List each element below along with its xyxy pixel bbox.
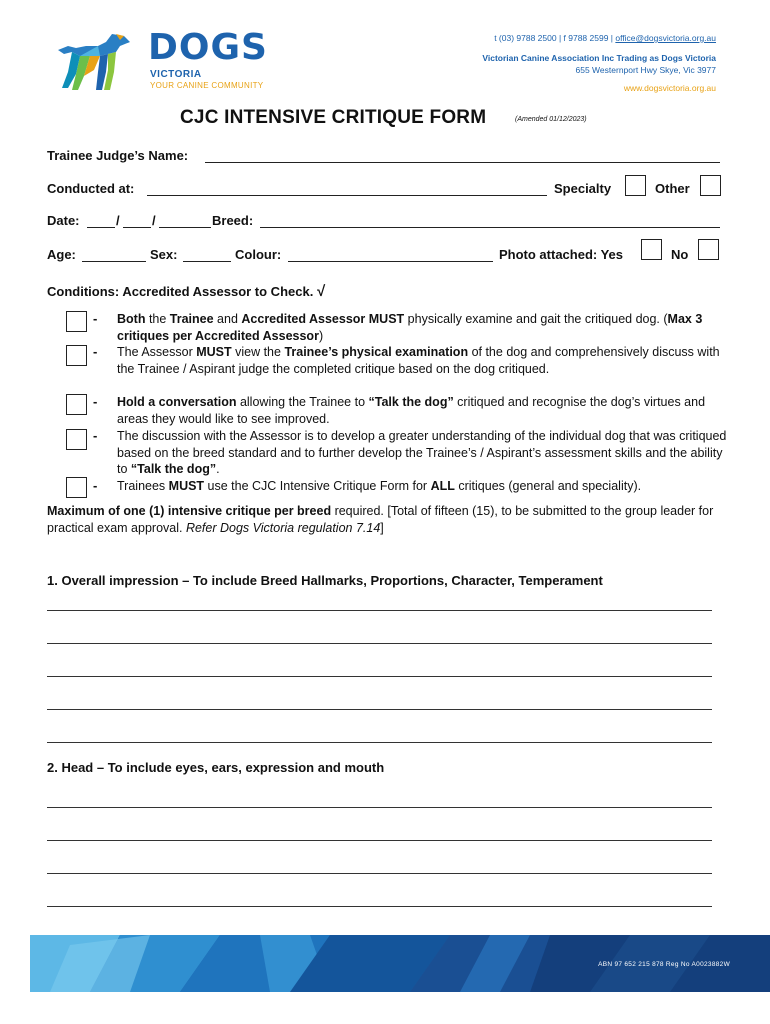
section-1-write-line[interactable] [47, 676, 712, 677]
condition-checkbox-1[interactable] [66, 311, 87, 332]
date-year-field[interactable] [159, 227, 211, 228]
sex-field[interactable] [183, 261, 231, 262]
condition-checkbox-2[interactable] [66, 345, 87, 366]
colour-label: Colour: [235, 247, 282, 262]
bullet-dash: - [93, 478, 98, 493]
judge-name-label: Trainee Judge’s Name: [47, 148, 189, 163]
bullet-dash: - [93, 344, 98, 359]
section-1-heading: 1. Overall impression – To include Breed Hallmarks, Proportions, Character, Temperament [47, 573, 603, 588]
phone-fax-text: t (03) 9788 2500 | f 9788 2599 | [494, 33, 613, 43]
specialty-checkbox[interactable] [625, 175, 646, 196]
other-label: Other [655, 181, 690, 196]
date-separator: / [116, 213, 120, 228]
conditions-heading [47, 283, 325, 300]
photo-no-checkbox[interactable] [698, 239, 719, 260]
condition-checkbox-5[interactable] [66, 477, 87, 498]
org-address: 655 Westernport Hwy Skye, Vic 3977 [575, 65, 716, 75]
specialty-label: Specialty [554, 181, 612, 196]
form-title: CJC INTENSIVE CRITIQUE FORM [180, 107, 487, 128]
email-link[interactable]: office@dogsvictoria.org.au [615, 33, 716, 43]
section-2-write-line[interactable] [47, 807, 712, 808]
check-mark-icon: √ [316, 283, 326, 300]
section-1-write-line[interactable] [47, 643, 712, 644]
dog-logo-icon [50, 32, 136, 94]
sex-label: Sex: [150, 247, 178, 262]
section-1-write-line[interactable] [47, 610, 712, 611]
photo-attached-label: Photo attached: Yes [499, 247, 624, 262]
org-name: Victorian Canine Association Inc Trading as Dogs Victoria [482, 53, 716, 63]
abn-registration-text: ABN 97 652 215 878 Reg No A0023882W [598, 961, 730, 968]
maximum-critique-note: Maximum of one (1) intensive critique per breed required. [Total of fifteen (15), to be submitted to the group leader for practical exam approval. Refer Dogs Victoria regulation 7.14] [47, 504, 714, 535]
condition-checkbox-3[interactable] [66, 394, 87, 415]
bullet-dash: - [93, 394, 98, 409]
logo-subtitle: VICTORIA [150, 69, 202, 80]
date-day-field[interactable] [87, 227, 115, 228]
colour-field[interactable] [288, 261, 493, 262]
bullet-dash: - [93, 311, 98, 326]
age-label: Age: [47, 247, 76, 262]
conducted-at-label: Conducted at: [47, 181, 135, 196]
website-link[interactable]: www.dogsvictoria.org.au [623, 83, 716, 93]
section-1-write-line[interactable] [47, 742, 712, 743]
section-2-write-line[interactable] [47, 873, 712, 874]
age-field[interactable] [82, 261, 146, 262]
section-2-heading: 2. Head – To include eyes, ears, expression and mouth [47, 760, 385, 775]
date-month-field[interactable] [123, 227, 151, 228]
date-separator: / [152, 213, 156, 228]
date-label: Date: [47, 213, 80, 228]
conditions-title: Conditions: Accredited Assessor to Check. [47, 284, 314, 299]
condition-item-2: The Assessor MUST view the Trainee’s physical examination of the dog and comprehensively discuss with the Trainee / Aspirant judge the completed critique based on the dog critiqued. [117, 345, 720, 376]
condition-item-4: The discussion with the Assessor is to develop a greater understanding of the individual dog that was critiqued based on the breed standard and to further develop the Trainee’s / Aspirant’s assessment skills and the ability to “Talk the dog”. [117, 429, 727, 476]
breed-label: Breed: [212, 213, 254, 228]
section-1-write-line[interactable] [47, 709, 712, 710]
photo-yes-checkbox[interactable] [641, 239, 662, 260]
amended-date: (Amended 01/12/2023) [515, 116, 587, 123]
section-2-write-line[interactable] [47, 840, 712, 841]
contact-phone-line [494, 33, 716, 43]
dogs-victoria-logo [50, 28, 270, 98]
condition-checkbox-4[interactable] [66, 429, 87, 450]
section-2-write-line[interactable] [47, 906, 712, 907]
condition-item-3: Hold a conversation allowing the Trainee to “Talk the dog” critiqued and recognise the dog’s virtues and areas they would like to see improved. [117, 395, 706, 426]
photo-no-label: No [671, 247, 689, 262]
logo-wordmark: DOGS [148, 27, 268, 68]
condition-item-5: Trainees MUST use the CJC Intensive Critique Form for ALL critiques (general and speciality). [117, 479, 642, 493]
condition-item-1: Both the Trainee and Accredited Assessor MUST physically examine and gait the critiqued dog. (Max 3 critiques per Accredited Assessor) [117, 312, 703, 343]
logo-tagline: YOUR CANINE COMMUNITY [150, 81, 264, 90]
bullet-dash: - [93, 428, 98, 443]
conducted-at-field[interactable] [147, 195, 547, 196]
breed-field[interactable] [260, 227, 720, 228]
judge-name-field[interactable] [205, 162, 720, 163]
other-checkbox[interactable] [700, 175, 721, 196]
